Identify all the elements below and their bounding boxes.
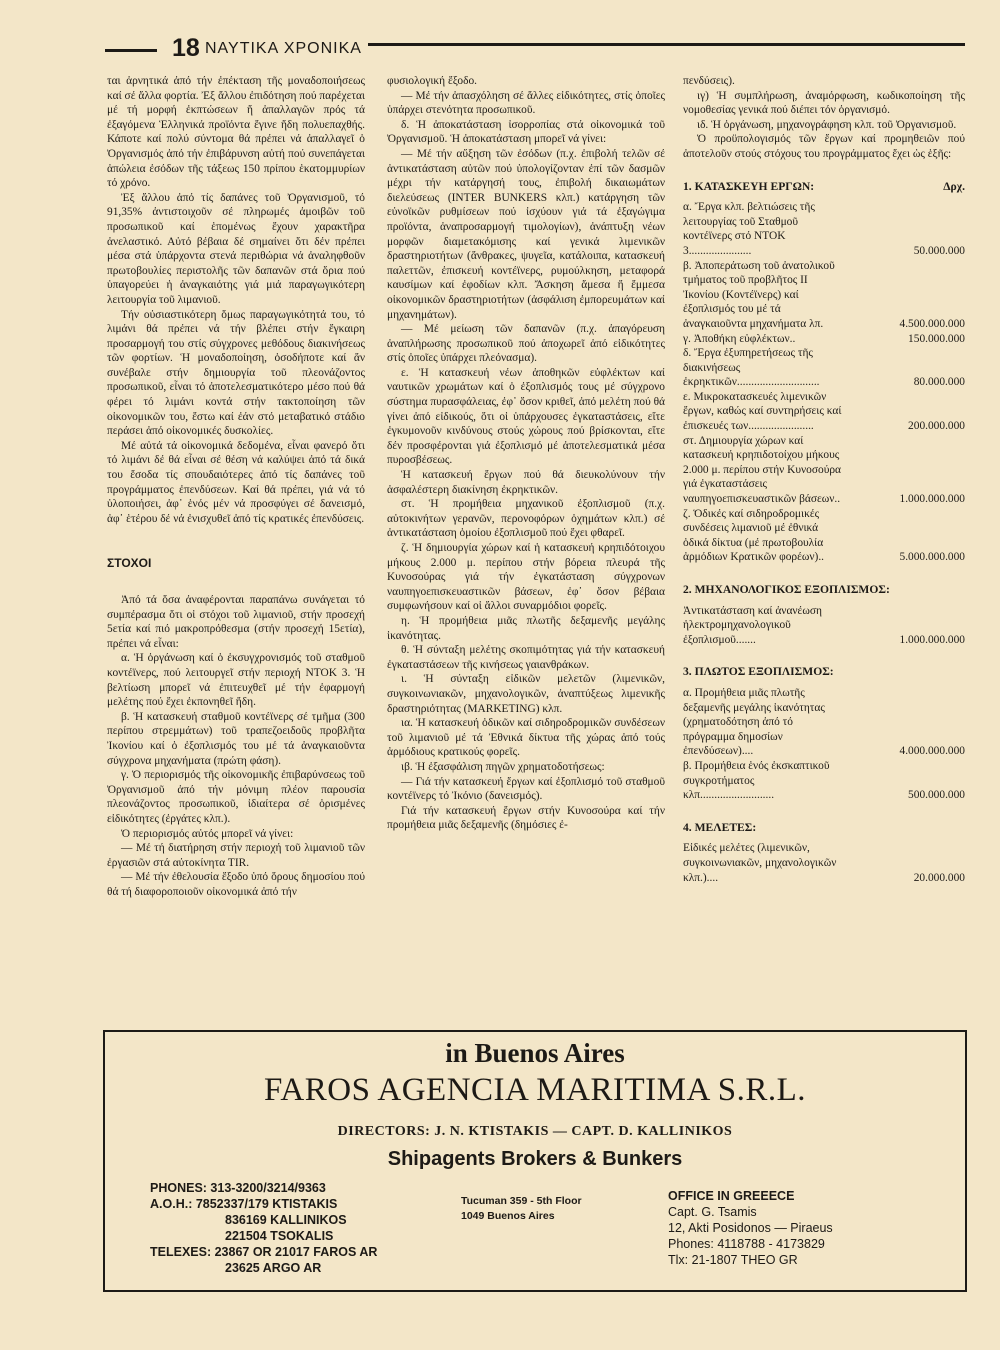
header-rule-right bbox=[368, 43, 965, 46]
paragraph: ια. Ἡ κατασκευή ὁδικῶν καί σιδηροδρομικῶν συνδέσεων τοῦ λιμανιοῦ μέ τά Ἐθνικά δίκτυα τῆς χώρας ἀπό τούς ἁρμόδιους κρατικούς φορεῖς. bbox=[387, 717, 665, 759]
paragraph: ιδ. Ἡ ὀργάνωση, μηχανογράφηση κλπ. τοῦ Ὀργανισμοῦ. bbox=[697, 118, 957, 131]
paragraph: — Μέ τήν ἐθελουσία ἔξοδο ὑπό ὅρους δημοσίου πού θά τή διαφοροποιοῦν οἰκονομικά ἀπό τήν bbox=[107, 871, 365, 898]
paragraph: δ. Ἡ ἀποκατάσταση ἰσορροπίας στά οἰκονομικά τοῦ Ὀργανισμοῦ. Ἡ ἀποκατάσταση μπορεῖ νά γίνει: bbox=[387, 118, 665, 146]
ad-telex-line: TELEXES: 23867 OR 21017 FAROS AR bbox=[150, 1245, 378, 1259]
budget-item bbox=[683, 759, 965, 803]
page-number: 18 bbox=[172, 34, 200, 62]
budget-item-amount: 50.000.000 bbox=[913, 244, 965, 257]
budget-section-heading bbox=[683, 583, 965, 598]
ad-office-heading: OFFICE IN GREEECE bbox=[668, 1189, 795, 1203]
budget-item-text: ε. Μικροκατασκευές λιμενικῶν ἔργων, καθώς καί συντηρήσεις καί ἐπισκευές των....................... bbox=[683, 390, 842, 433]
publication-name: ΝΑΥΤΙΚΑ ΧΡΟΝΙΚΑ bbox=[205, 40, 362, 57]
paragraph: ιγ) Ἡ συμπλήρωση, ἀναμόρφωση, κωδικοποίηση τῆς νομοθεσίας γενικά πού διέπει τόν ὀργανισμό. bbox=[683, 89, 965, 117]
ad-address-line: Tucuman 359 - 5th Floor bbox=[461, 1195, 582, 1207]
budget-item bbox=[683, 332, 965, 347]
budget-item-text: δ. Ἔργα ἐξυπηρετήσεως τῆς διακινήσεως ἐκρηκτικῶν............................. bbox=[683, 347, 820, 389]
paragraph: — Μέ τήν αὔξηση τῶν ἐσόδων (π.χ. ἐπιβολή τελῶν σέ ἀντικατάσταση αὐτῶν πού ὑπολογίζονταν ἐπί τῶν δασμῶν μέχρι τήν κατάργησή τους, ἐπιβολή δικαιωμάτων διελεύσεως (INTER BUNKERS κλπ.) κατάργηση τῶν εὐνοϊκῶν ρυθμίσεων πού ἰσχύουν γιά τά ἐξαγώγιμα προϊόντα, ἀναπροσαρμογή τιμολογίων), ἀνάπτυξη νέων μορφῶν διαμετακόμισης καί γενικά λιμενικῶν δραστηριοτήτων (ἄνθρακες, ψυγεῖα, κατάλοιπα, κατασκευή παλεττῶν, ἐπισκευή κοντέϊνερς, ρυμούλκηση, μεταφορά καυσίμων καί ἐφοδίων κλπ. Ἄσκηση ἄμεσα ἤ ἔμμεσα οἰκονομικῶν δραστηριοτήτων (ἀσφάλιση ἐμπορευμάτων καί μηχανημάτων). bbox=[387, 147, 665, 321]
ad-office-line: Capt. G. Tsamis bbox=[668, 1205, 757, 1219]
ad-phones bbox=[150, 1180, 377, 1276]
paragraph: Ἐξ ἄλλου ἀπό τίς δαπάνες τοῦ Ὀργανισμοῦ, τό 91,35% ἀντιστοιχοῦν σέ πληρωμές ἀμοιβῶν τοῦ προσωπικοῦ καί ἑπομένως ἔχουν χαρακτῆρα ἀνελαστικό. Αὐτό βέβαια δέ σημαίνει ὅτι δέν πρέπει μέσα στά ὑπάρχοντα στενά περιθώρια νά ἀναληφθοῦν πρωτοβουλίες περιστολῆς τῶν δαπανῶν στά ὅρια πού ὑπαγορεύει ἡ ἀναγκαιότης γιά μιά παραγωγικότερη λειτουργία τοῦ λιμανιοῦ. bbox=[107, 191, 365, 306]
ad-phone-line: 221504 TSOKALIS bbox=[225, 1229, 334, 1243]
paragraph: φυσιολογική ἔξοδο. bbox=[387, 75, 478, 87]
budget-section-heading bbox=[683, 821, 965, 836]
paragraph: Ὁ περιορισμός αὐτός μπορεῖ νά γίνει: bbox=[121, 827, 294, 840]
budget-item-text: στ. Δημιουργία χώρων καί κατασκευή κρηπιδοτοίχου μήκους 2.000 μ. περίπου στήν Κυνοσούρα γιά ἐγκαταστάσεις ναυπηγοεπισκευαστικῶν βάσεων.. bbox=[683, 434, 842, 506]
paragraph: στ. Ἡ προμήθεια μηχανικοῦ ἐξοπλισμοῦ (π.χ. αὐτοκινήτων γερανῶν, περονοφόρων ὀχημάτων κλπ.) σέ ἀντικατάσταση ὁμοίου ἐξοπλισμοῦ πού ἔχει φθαρεῖ. bbox=[387, 498, 665, 540]
paragraph: ιβ. Ἡ ἐξασφάλιση πηγῶν χρηματοδοτήσεως: bbox=[401, 760, 605, 773]
page-header bbox=[105, 34, 965, 68]
budget-item-text: Ἀντικατάσταση καί ἀνανέωση ἠλεκτρομηχανολογικοῦ ἐξοπλισμοῦ....... bbox=[683, 604, 822, 646]
budget-item-amount: 20.000.000 bbox=[913, 871, 965, 884]
budget-item-text: α. Προμήθεια μιᾶς πλωτῆς δεξαμενῆς μεγάλης ἱκανότητας (χρηματοδότηση ἀπό τό πρόγραμμα δημοσίων ἐπενδύσεων).... bbox=[683, 686, 825, 758]
budget-item bbox=[683, 841, 965, 885]
ad-services: Shipagents Brokers & Bunkers bbox=[387, 1148, 683, 1170]
paragraph: ε. Ἡ κατασκευή νέων ἀποθηκῶν εὐφλέκτων καί ναυτικῶν χρωμάτων καί ὁ ἐξοπλισμός τους μέ σύγχρονο σύστημα πυρασφάλειας, ἐφ᾽ ὅσον κριθεῖ, ἀπό μελέτη πού θά γίνει ἀπό εἰδικούς, ὅτι οἱ ὑπάρχουσες ἐγκαταστάσεις, εἴτε ἐγκυμονοῦν κινδύνους στούς χώρους πού βρίσκονται, εἴτε δέν προσφέρονται γιά ἐξοπλισμό μέ ἀποτελεσματικά μέσα πυροσβέσεως. bbox=[387, 366, 665, 467]
paragraph: — Μέ μείωση τῶν δαπανῶν (π.χ. ἀπαγόρευση ἀναπλήρωσης προσωπικοῦ πού ἀποχωρεῖ ἀπό εἰδικότητες στίς ὁποῖες ὑπάρχει πλεόνασμα). bbox=[387, 323, 665, 365]
paragraph: ι. Ἡ σύνταξη εἰδικῶν μελετῶν (λιμενικῶν, συγκοινωνιακῶν, μηχανολογικῶν, ἀναπτύξεως λιμενικῆς δραστηριότητας (MARKETING) κλπ. bbox=[387, 673, 665, 715]
paragraph: Ὁ προϋπολογισμός τῶν ἔργων καί προμηθειῶν πού ἀποτελοῦν στούς στόχους του προγράμματος ἔχει ὡς ἑξῆς: bbox=[683, 133, 965, 160]
budget-item-amount: 200.000.000 bbox=[908, 420, 965, 433]
paragraph: Γιά τήν κατασκευή ἔργων στήν Κυνοσούρα καί τήν προμήθεια μιᾶς δεξαμενῆς (δημόσιες ἐ- bbox=[387, 804, 665, 832]
ad-address-line: 1049 Buenos Aires bbox=[461, 1210, 555, 1222]
budget-section-title: 1. ΚΑΤΑΣΚΕΥΗ ΕΡΓΩΝ: bbox=[683, 179, 815, 193]
budget-item-amount: 4.000.000.000 bbox=[899, 745, 965, 758]
budget-item bbox=[683, 507, 965, 565]
ad-telex-line: 23625 ARGO AR bbox=[225, 1261, 322, 1275]
ad-phone-line: A.O.H.: 7852337/179 KTISTAKIS bbox=[150, 1197, 338, 1211]
paragraph: γ. Ὁ περιορισμός τῆς οἰκονομικῆς ἐπιβαρύνσεως τοῦ Ὀργανισμοῦ ἀπό τήν μόνιμη πλέον παρουσία πλεονάζοντος προσωπικοῦ, ἰδιαίτερα σέ ὁρισμένες εἰδικότητες (ἐργάτες κλπ.). bbox=[107, 769, 365, 825]
paragraph: α. Ἡ ὀργάνωση καί ὁ ἐκσυγχρονισμός τοῦ σταθμοῦ κοντέϊνερς, πού λειτουργεῖ στήν περιοχή ΝΤΟΚ 3. Ἡ βελτίωση μπορεῖ νά ἐπιτευχθεῖ μέ τήν ἐφαρμογή μελέτης πού ἔχει ἐκπονηθεῖ ἤδη. bbox=[107, 652, 365, 709]
paragraph: — Μέ τή διατήρηση στήν περιοχή τοῦ λιμανιοῦ τῶν ἐργασιῶν στά αὐτοκίνητα TIR. bbox=[107, 842, 365, 869]
budget-section-title: 3. ΠΛΩΤΟΣ ΕΞΟΠΛΙΣΜΟΣ: bbox=[683, 665, 834, 679]
budget-section-title: 4. ΜΕΛΕΤΕΣ: bbox=[683, 820, 757, 834]
budget-item-amount: 150.000.000 bbox=[908, 332, 965, 345]
budget-item-text: ζ. Ὁδικές καί σιδηροδρομικές συνδέσεις λιμανιοῦ μέ ἐθνικά ὁδικά δίκτυα (μέ πρωτοβουλία ἁρμόδιων Κρατικῶν φορέων).. bbox=[683, 507, 825, 564]
budget-section-heading bbox=[683, 180, 965, 195]
article-column-1 bbox=[107, 74, 365, 899]
budget-item bbox=[683, 686, 965, 759]
ad-address bbox=[461, 1194, 582, 1224]
advertisement-box bbox=[103, 1030, 967, 1292]
paragraph: θ. Ἡ σύνταξη μελέτης σκοπιμότητας γιά τήν κατασκευή ἐγκαταστάσεων τῆς κινήσεως γαιανθράκων. bbox=[387, 644, 665, 671]
paragraph: — Μέ τήν ἀπασχόληση σέ ἄλλες εἰδικότητες, στίς ὁποῖες ὑπάρχει στενότητα προσωπικοῦ. bbox=[387, 89, 665, 117]
ad-location: in Buenos Aires bbox=[445, 1038, 625, 1068]
budget-item-amount: 1.000.000.000 bbox=[899, 633, 965, 646]
budget-list bbox=[683, 686, 965, 803]
budget-item-amount: 80.000.000 bbox=[913, 376, 965, 389]
paragraph: ζ. Ἡ δημιουργία χώρων καί ἡ κατασκευή κρηπιδότοιχου μήκους 2.000 μ. περίπου στήν βόρεια πλευρά τῆς Κυνοσούρας γιά τήν ἐγκατάσταση σύγχρονων ναυπηγοεπισκευαστικῶν βάσεων, ἐφ᾽ ὅσον βέβαια συμφωνήσουν καί οἱ ἄλλοι συναρμόδιοι φορεῖς. bbox=[387, 542, 665, 613]
paragraph: Μέ αὐτά τά οἰκονομικά δεδομένα, εἶναι φανερό ὅτι τό λιμάνι δέ θά εἶναι σέ θέση νά καλύψει ἀπό τά δικά του ἔσοδα τίς σπουδαιότερες ἀπό τίς δαπάνες τοῦ προγράμματος ἐπενδύσεων. Καί θά πρέπει, γιά νά τό ὑλοποιήσει, ἀφ᾽ ἑνός μέν νά προσφύγει σέ δανεισμό, ἀφ᾽ ἑτέρου δέ νά ἐνισχυθεῖ ἀπό τίς κρατικές ἐπενδύσεις. bbox=[107, 439, 365, 525]
budget-item bbox=[683, 604, 965, 648]
budget-item bbox=[683, 346, 965, 390]
budget-item-text: Εἰδικές μελέτες (λιμενικῶν, συγκοινωνιακῶν, μηχανολογικῶν κλπ.).... bbox=[683, 842, 837, 884]
budget-item bbox=[683, 434, 965, 507]
article-column-3 bbox=[683, 74, 965, 885]
currency-label: Δρχ. bbox=[943, 179, 965, 193]
ad-office-line: Tlx: 21-1807 THEO GR bbox=[668, 1253, 798, 1267]
section-heading-goals: ΣΤΟΧΟΙ bbox=[107, 556, 152, 571]
budget-item bbox=[683, 259, 965, 332]
budget-item-amount: 4.500.000.000 bbox=[899, 317, 965, 330]
paragraph: ται ἀρνητικά ἀπό τήν ἐπέκταση τῆς μοναδοποιήσεως καί σέ ἄλλα φορτία. Ἐξ ἄλλου ἐπιδότηση πού παρέχεται μέ τή μορφή ἐκπτώσεων ἤ ἀπαλλαγῶν πρός τά ἐξαγόμενα Ἑλληνικά προϊόντα ἔγινε ἤδη πολυεπαχθής. Κάποτε καί πολύ σύντομα θά πρέπει νά ἀπαλλαγεῖ ὁ Ὀργανισμός ἀπό τήν ἐπιβάρυνση αὐτή πού συνεπάγεται ἀπώλεια ἐσόδων τῆς τάξεως 150 πρίπου ἑκατομμυρίων τό χρόνο. bbox=[107, 75, 365, 190]
ad-phone-line: PHONES: 313-3200/3214/9363 bbox=[150, 1181, 326, 1195]
ad-company-name: FAROS AGENCIA MARITIMA S.R.L. bbox=[264, 1072, 806, 1108]
budget-list bbox=[683, 604, 965, 648]
ad-greek-office bbox=[668, 1188, 833, 1268]
budget-item-amount: 1.000.000.000 bbox=[899, 493, 965, 506]
paragraph: η. Ἡ προμήθεια μιᾶς πλωτῆς δεξαμενῆς μεγάλης ἱκανότητας. bbox=[387, 614, 665, 642]
budget-item-text: α. Ἔργα κλπ. βελτιώσεις τῆς λειτουργίας τοῦ Σταθμοῦ κοντέϊνερς στό ΝΤΟΚ 3...................... bbox=[683, 201, 815, 257]
budget-item-amount: 500.000.000 bbox=[908, 789, 965, 802]
budget-list bbox=[683, 200, 965, 565]
ad-directors: DIRECTORS: J. N. KTISTAKIS — CAPT. D. KALLINIKOS bbox=[337, 1124, 733, 1139]
header-rule-left bbox=[105, 49, 157, 52]
paragraph: πενδύσεις). bbox=[683, 75, 735, 87]
budget-section-heading bbox=[683, 665, 965, 680]
paragraph: — Γιά τήν κατασκευή ἔργων καί ἐξοπλισμό τοῦ σταθμοῦ κοντέϊνερς τό Ἰκόνιο (δανεισμός). bbox=[387, 775, 665, 803]
budget-item-text: γ. Ἀποθήκη εὐφλέκτων.. bbox=[683, 332, 796, 345]
budget-item-text: β. Προμήθεια ἑνός ἐκσκαπτικοῦ συγκροτήματος κλπ.......................... bbox=[683, 759, 830, 802]
budget-item-amount: 5.000.000.000 bbox=[899, 551, 965, 564]
ad-office-line: Phones: 4118788 - 4173829 bbox=[668, 1237, 825, 1251]
paragraph: Ἡ κατασκευή ἔργων πού θά διευκολύνουν τήν ἀσφαλέστερη διακίνηση ἐκρηκτικῶν. bbox=[387, 469, 665, 496]
paragraph: Τήν οὐσιαστικότερη ὅμως παραγωγικότητά του, τό λιμάνι θά πρέπει νά τήν βλέπει στήν ἔγκαιρη προσαρμογή του στίς σύγχρονες μεθόδους διακινήσεως τῶν φορτίων. Ἡ μοναδοποίηση, ὁσοδήποτε καί ἄν συνέβαλε στήν δημιουργία τοῦ πλεονάζοντος προσωπικοῦ, εἶναι τό ἀποτελεσματικότερο μέσο πού θά φέρει τό λιμάνι κοντά στήν τακτοποίηση τῶν οἰκονομικῶν του, ἔστω καί ἐάν στό μεταβατικό στάδιο περάσει ἀπό οἰκονομικές δυσκολίες. bbox=[107, 308, 365, 438]
budget-list bbox=[683, 841, 965, 885]
article-column-2 bbox=[387, 74, 665, 833]
budget-section-title: 2. ΜΗΧΑΝΟΛΟΓΙΚΟΣ ΕΞΟΠΛΙΣΜΟΣ: bbox=[683, 583, 890, 596]
paragraph: β. Ἡ κατασκευή σταθμοῦ κοντέϊνερς σέ τμῆμα (300 περίπου στρεμμάτων) τοῦ τραπεζοειδοῦς προβλῆτα Ἰκονίου καί ὁ ἐξοπλισμός του μέ τά ἀναγκαιοῦντα σύγχρονα μηχανήματα (πρώτη φάση). bbox=[107, 710, 365, 767]
budget-item bbox=[683, 200, 965, 258]
budget-item-text: β. Ἀποπεράτωση τοῦ ἀνατολικοῦ τμήματος τοῦ προβλῆτος ΙΙ Ἰκονίου (Κοντέϊνερς) καί ἐξοπλισμός του μέ τά ἀναγκαιοῦντα μηχανήματα λπ. bbox=[683, 259, 835, 330]
ad-phone-line: 836169 KALLINIKOS bbox=[225, 1213, 347, 1227]
ad-office-line: 12, Akti Posidonos — Piraeus bbox=[668, 1221, 833, 1235]
budget-item bbox=[683, 390, 965, 434]
paragraph: Ἀπό τά ὅσα ἀναφέρονται παραπάνω συνάγεται τό συμπέρασμα ὅτι οἱ στόχοι τοῦ λιμανιοῦ, στήν προσεχή 5ετία καί πιό μακροπρόθεσμα (στήν προσεχή 15ετία), πρέπει νά εἶναι: bbox=[107, 594, 365, 650]
